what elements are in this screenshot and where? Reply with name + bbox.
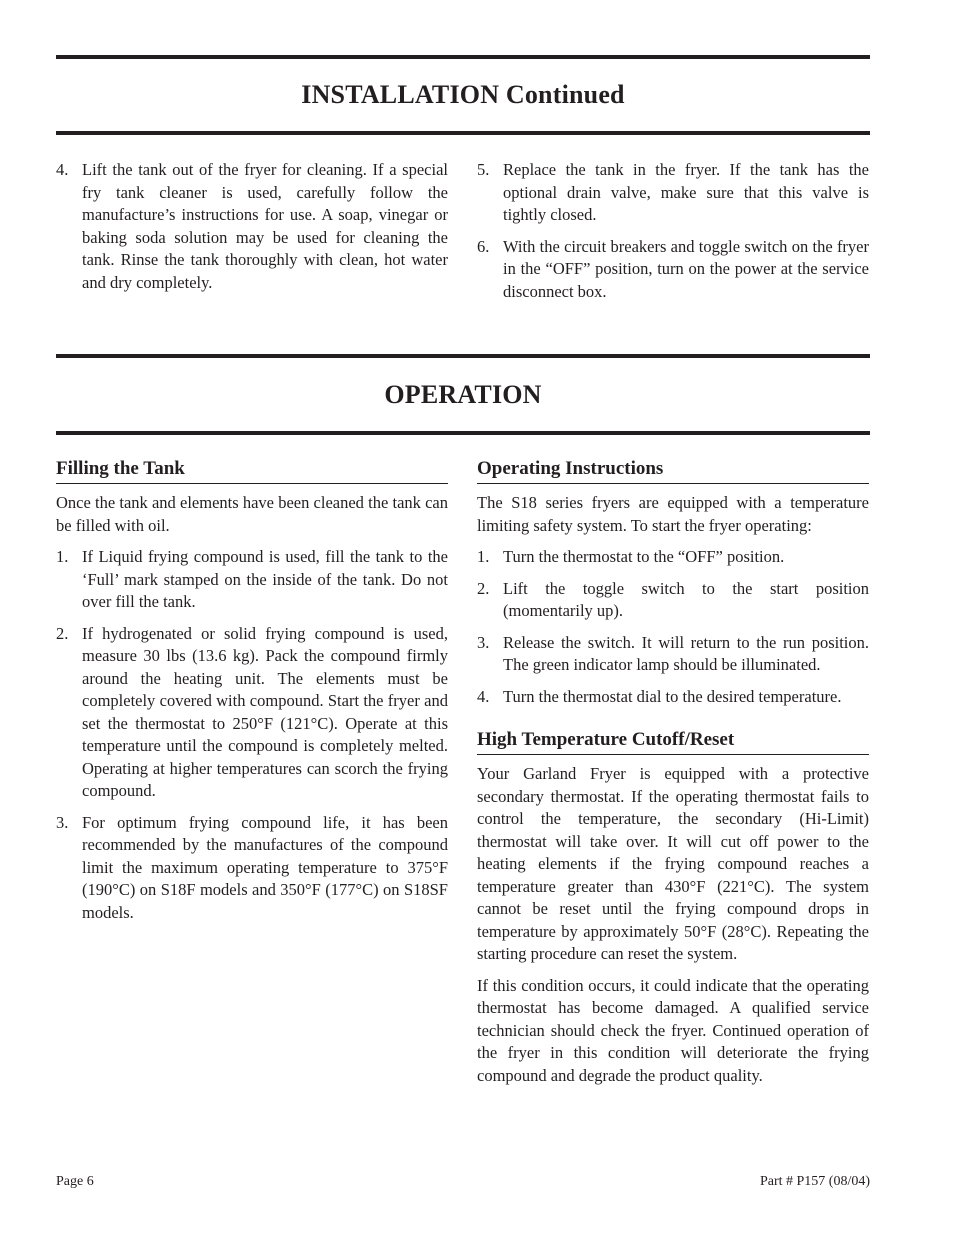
installation-right-steps: [477, 159, 869, 303]
part-number: Part # P157 (08/04): [759, 1174, 870, 1189]
step-number: 4.: [477, 686, 490, 706]
list-item: [477, 578, 869, 623]
filling-steps: [56, 546, 448, 924]
list-item: [477, 686, 869, 709]
list-item: [56, 623, 448, 803]
step-number: 1.: [477, 547, 490, 566]
list-item: [56, 546, 448, 614]
step-text: If hydrogenated or solid frying compound is used, measure 30 lbs (13.6 kg). Pack the compound firmly around the heating unit. The elements must be completely covered with compound. Start the fryer and set the thermostat to 250°F (121°C). Operate at this temperature until the compound is completely melted. Operating at higher temperatures can scorch the frying compound.: [82, 623, 448, 800]
operating-steps: [477, 546, 869, 708]
operating-instructions-heading: Operating Instructions: [477, 457, 869, 484]
filling-heading: Filling the Tank: [56, 457, 448, 484]
filling-column: [56, 457, 448, 933]
operating-column: [477, 457, 869, 1096]
step-number: 3.: [477, 632, 490, 652]
operation-title-rule: [56, 431, 870, 435]
installation-title-rule: [56, 131, 870, 135]
step-text: For optimum frying compound life, it has been recommended by the manufactures of the compound limit the maximum operating temperature to 375°F (190°C) on S18F models and 350°F (177°C) on S18SF models.: [82, 812, 448, 922]
step-number: 1.: [56, 547, 69, 566]
step-text: With the circuit breakers and toggle switch on the fryer in the “OFF” position, turn on the power at the service disconnect box.: [503, 236, 869, 301]
step-number: 2.: [56, 623, 69, 643]
step-number: 6.: [477, 236, 490, 256]
step-number: 5.: [477, 160, 490, 179]
list-item: [477, 632, 869, 677]
list-item: [477, 546, 869, 569]
installation-title: INSTALLATION Continued: [301, 80, 625, 109]
installation-right-column: [477, 159, 869, 312]
step-text: Lift the toggle switch to the start position (momentarily up).: [503, 578, 869, 620]
cutoff-paragraph-2: If this condition occurs, it could indicate that the operating thermostat has become damaged. A qualified service technician should check the fryer. Continued operation of the fryer in this condition will deteriorate the frying compound and degrade the product quality.: [477, 975, 869, 1085]
step-text: Lift the tank out of the fryer for cleaning. If a special fry tank cleaner is used, carefully follow the manufacture’s instructions for use. A soap, vinegar or baking soda solution may be used for cleaning the tank. Rinse the tank thoroughly with clean, hot water and dry completely.: [82, 160, 448, 292]
step-text: Replace the tank in the fryer. If the tank has the optional drain valve, make sure that this valve is tightly closed.: [503, 160, 869, 224]
step-text: If Liquid frying compound is used, fill the tank to the ‘Full’ mark stamped on the inside of the tank. Do not over fill the tank.: [82, 547, 448, 611]
page-number: Page 6: [56, 1174, 94, 1189]
installation-left-column: [56, 159, 448, 303]
operating-instructions-intro: The S18 series fryers are equipped with a temperature limiting safety system. To start the fryer operating:: [477, 493, 869, 535]
list-item: [477, 159, 869, 227]
list-item: [477, 236, 869, 304]
list-item: [56, 159, 448, 294]
step-number: 3.: [56, 812, 69, 832]
step-number: 2.: [477, 578, 490, 598]
filling-intro: Once the tank and elements have been cleaned the tank can be filled with oil.: [56, 493, 448, 535]
step-number: 4.: [56, 160, 69, 179]
operation-top-rule: [56, 354, 870, 358]
step-text: Turn the thermostat dial to the desired temperature.: [503, 686, 842, 706]
step-text: Release the switch. It will return to the run position. The green indicator lamp should be illuminated.: [503, 632, 869, 674]
operation-title: OPERATION: [384, 380, 542, 409]
top-rule: [56, 55, 870, 59]
cutoff-heading: High Temperature Cutoff/Reset: [477, 728, 869, 755]
cutoff-paragraph-1: Your Garland Fryer is equipped with a protective secondary thermostat. If the operating thermostat fails to control the temperature, the secondary (Hi-Limit) thermostat will take over. It will cut off power to the heating elements if the frying compound reaches a temperature greater than 430°F (221°C). The system cannot be reset until the frying compound drops in temperature by approximately 50°F (28°C). Repeating the starting procedure can reset the system.: [477, 764, 869, 963]
installation-left-steps: [56, 159, 448, 294]
step-text: Turn the thermostat to the “OFF” position.: [503, 547, 785, 566]
list-item: [56, 812, 448, 925]
